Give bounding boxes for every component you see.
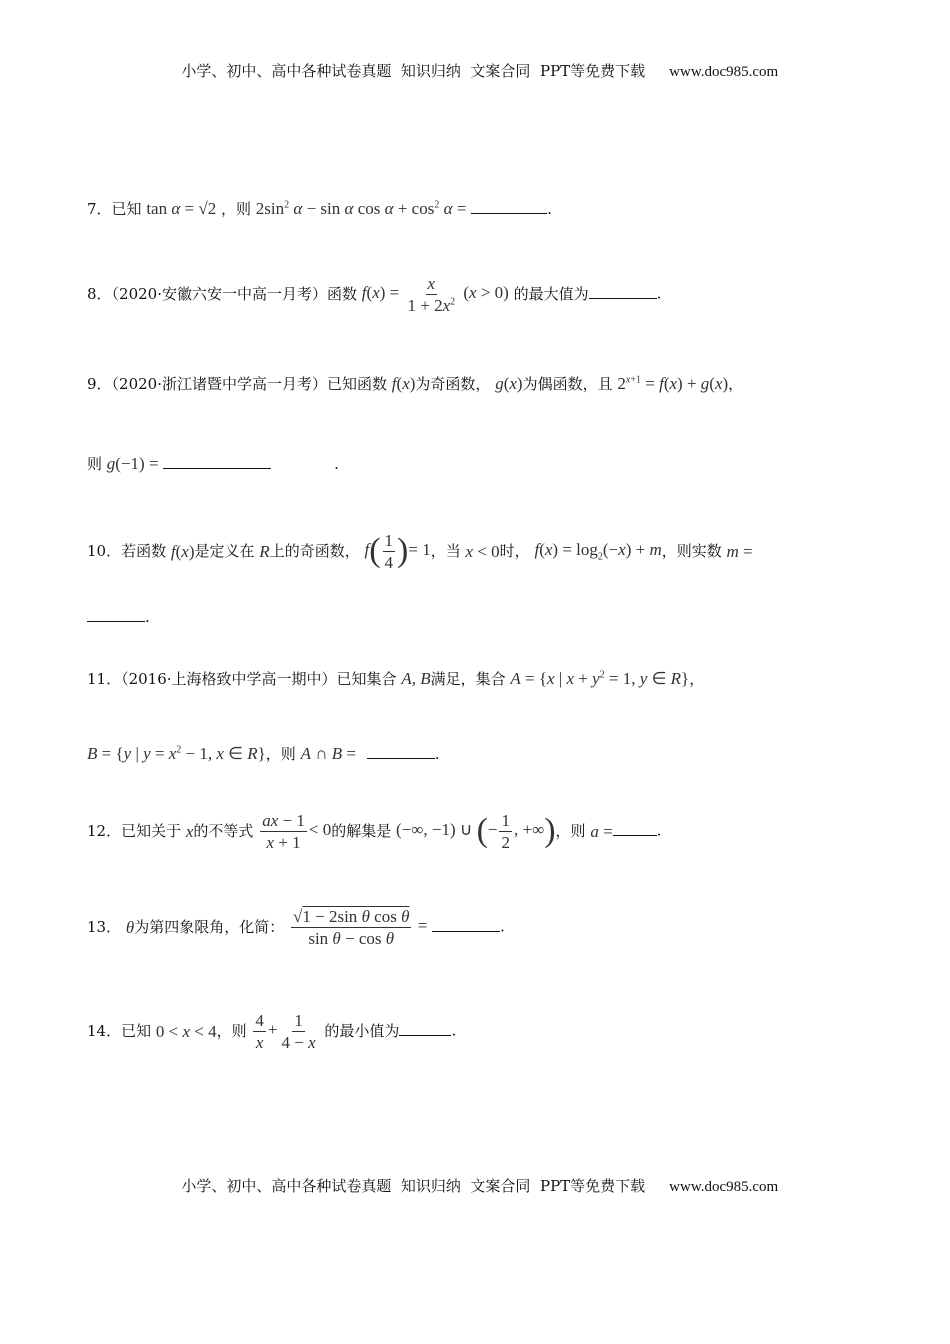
q14-answer-blank[interactable] xyxy=(399,1035,451,1036)
page-header xyxy=(0,42,950,81)
q8-stem: 8．（2020·安徽六安一中高一月考）函数 xyxy=(87,285,357,303)
question-9: 9．（2020·浙江诸暨中学高一月考）已知函数 f(x)为奇函数， g(x)为偶函数，且 $2^{x+1} = f(x) + g(x)$， xyxy=(87,374,744,393)
header-url[interactable]: www.doc985.com xyxy=(669,64,779,80)
question-7: 7．已知 tan α = √2 ，则 $2\sin^2$ α − sin α $\cos \alpha + \cos^2 \alpha$ = . xyxy=(87,199,552,218)
footer-url[interactable]: www.doc985.com xyxy=(669,1179,779,1195)
q10-formula-1: f( $\frac{1}{4}$ )= 1 xyxy=(364,531,431,572)
q14-formula: $\frac{4}{x}$ + $\frac{1}{4 - x}$ xyxy=(255,1011,316,1052)
question-8: 8．（2020·安徽六安一中高一月考）函数 f(x) = $\frac{x}{1 + 2x^2}$ (x > 0) 的最大值为 . xyxy=(87,274,662,315)
q12-stem: 12．已知关于 xyxy=(87,822,182,840)
q9-stem: 9．（2020·浙江诸暨中学高一月考）已知函数 xyxy=(87,375,387,393)
q13-answer-blank[interactable] xyxy=(432,931,500,932)
q11-set-a: A = {x | $x + y^2 = 1$, y ∈ R} xyxy=(510,669,690,688)
q7-formula-expr: $2\sin^2$ α − sin α $\cos \alpha + \cos^2 \alpha$ = xyxy=(255,199,467,218)
q8-formula: f(x) = $\frac{x}{1 + 2x^2}$ (x > 0) xyxy=(361,274,509,315)
footer-text: 小学、初中、高中各种试卷真题 知识归纳 文案合同 PPT等免费下载 xyxy=(181,1177,646,1195)
q12-solution-set: (−∞, −1) ∪ (− $\frac{1}{2}$ , +∞) xyxy=(396,811,556,852)
q11-set-b: B = {y | $y = x^2 - 1$, x ∈ R} xyxy=(87,744,266,763)
question-11: 11．（2016·上海格致中学高一期中）已知集合 A, B满足，集合 A = {x | $x + y^2 = 1$, y ∈ R}， xyxy=(87,669,705,688)
q9-formula: $2^{x+1} = f(x) + g(x)$ xyxy=(617,374,729,393)
q10-formula-2: $f(x) = \log_2(-x) + m$ xyxy=(534,539,662,563)
question-11-line2: B = {y | $y = x^2 - 1$, x ∈ R}，则 A ∩ B = . xyxy=(87,744,440,763)
question-13: 13． θ为第四象限角，化简： $\frac{\text{√1 − 2sin θ cos θ}}{\text{sin θ − cos θ}}$ = . xyxy=(87,907,505,948)
q10-answer-blank[interactable] xyxy=(87,621,145,622)
q11-stem: 11．（2016·上海格致中学高一期中）已知集合 xyxy=(87,670,397,688)
q8-answer-blank[interactable] xyxy=(589,298,657,299)
q7-stem: 7．已知 xyxy=(87,200,142,218)
question-14: 14．已知 0 < x < 4，则 $\frac{4}{x}$ + $\frac{1}{4 - x}$ 的最小值为 . xyxy=(87,1011,457,1052)
q9-answer-blank[interactable] xyxy=(163,468,271,469)
q13-stem: 13． xyxy=(87,918,122,936)
header-text: 小学、初中、高中各种试卷真题 知识归纳 文案合同 PPT等免费下载 xyxy=(181,62,646,80)
q7-answer-blank[interactable] xyxy=(471,213,547,214)
question-9-line2: 则 g(−1) = . xyxy=(87,454,339,473)
question-12: 12．已知关于 x的不等式 $\frac{ax - 1}{x + 1}$ < 0的解集是 (−∞, −1) ∪ (− $\frac{1}{2}$ , +∞)，则 a = . xyxy=(87,811,662,852)
q12-answer-blank[interactable] xyxy=(613,835,657,836)
page-footer xyxy=(0,1157,950,1196)
q7-formula-tan: tan α = √2 xyxy=(146,199,217,218)
q12-inequality: $\frac{ax - 1}{x + 1}$ < 0 xyxy=(262,811,332,852)
q14-stem: 14．已知 xyxy=(87,1022,152,1040)
q11-answer-blank[interactable] xyxy=(367,758,435,759)
q7-then: ，则 xyxy=(221,200,252,218)
question-10-line2: . xyxy=(87,610,150,625)
q13-formula: $\frac{\text{√1 − 2sin θ cos θ}}{\text{sin θ − cos θ}}$ = xyxy=(293,907,428,948)
question-10: 10．若函数 f(x)是定义在 R上的奇函数， f( $\frac{1}{4}$ )= 1，当 x < 0时， $f(x) = \log_2(-x) + m$，则实数 m = xyxy=(87,531,753,572)
q10-stem: 10．若函数 xyxy=(87,542,167,560)
